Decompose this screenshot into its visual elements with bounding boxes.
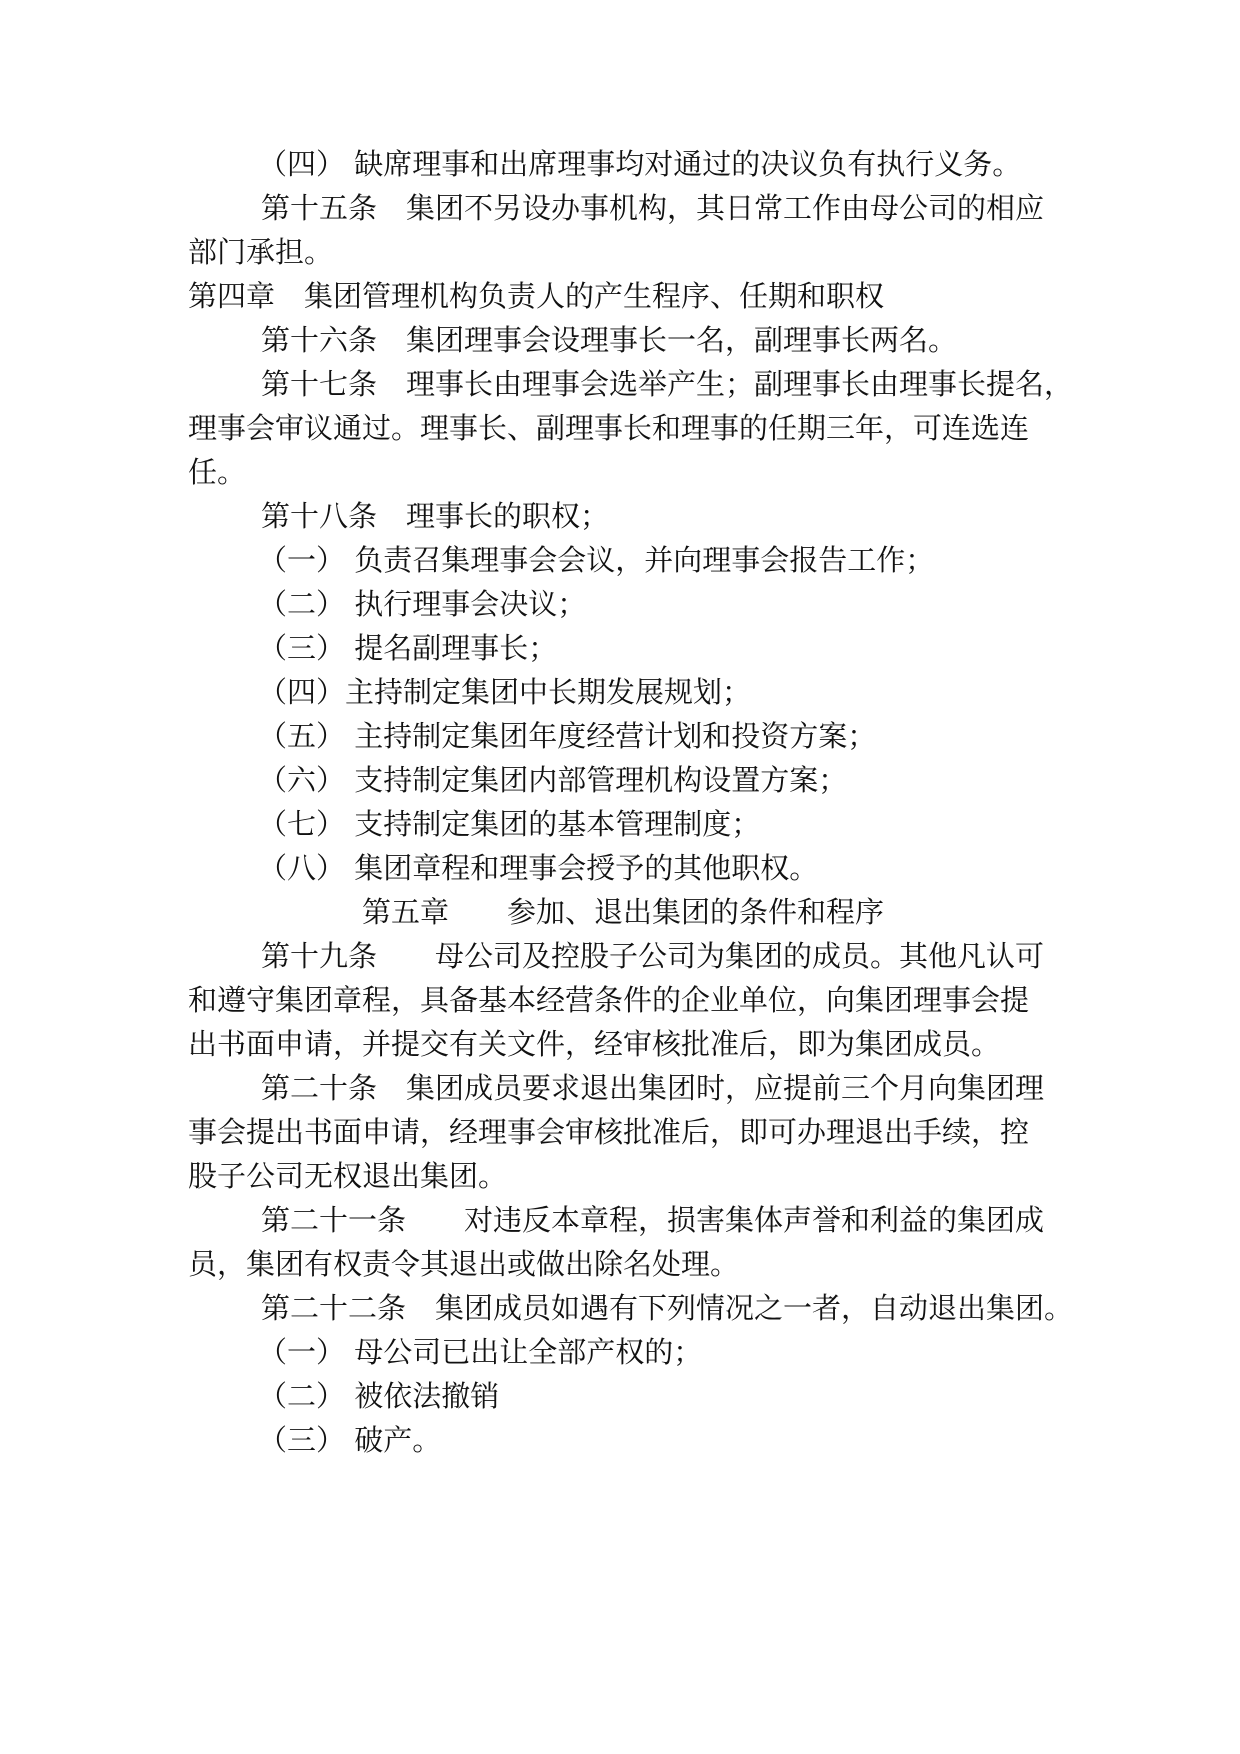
list-item: （一） 母公司已出让全部产权的； bbox=[258, 1335, 703, 1369]
text-line: 第十六条 集团理事会设理事长一名，副理事长两名。 bbox=[261, 323, 958, 357]
list-item: （七） 支持制定集团的基本管理制度； bbox=[258, 807, 761, 841]
text-line: 第十五条 集团不另设办事机构，其日常工作由母公司的相应 bbox=[261, 191, 1045, 225]
text-line: 任。 bbox=[188, 455, 247, 489]
text-line: 员，集团有权责令其退出或做出除名处理。 bbox=[188, 1247, 740, 1281]
list-item: （六） 支持制定集团内部管理机构设置方案； bbox=[258, 763, 848, 797]
text-line: 股子公司无权退出集团。 bbox=[188, 1159, 508, 1193]
list-item: （二） 执行理事会决议； bbox=[258, 587, 587, 621]
list-item: （三） 破产。 bbox=[258, 1423, 442, 1457]
text-line: 第二十条 集团成员要求退出集团时，应提前三个月向集团理 bbox=[261, 1071, 1045, 1105]
list-item: （四）主持制定集团中长期发展规划； bbox=[258, 675, 752, 709]
text-line: 出书面申请，并提交有关文件，经审核批准后，即为集团成员。 bbox=[188, 1027, 1001, 1061]
text-line: 第二十一条 对违反本章程，损害集体声誉和利益的集团成 bbox=[261, 1203, 1045, 1237]
list-item: （三） 提名副理事长； bbox=[258, 631, 558, 665]
text-line: 和遵守集团章程，具备基本经营条件的企业单位，向集团理事会提 bbox=[188, 983, 1030, 1017]
list-item: （八） 集团章程和理事会授予的其他职权。 bbox=[258, 851, 819, 885]
list-item: （一） 负责召集理事会会议，并向理事会报告工作； bbox=[258, 543, 935, 577]
text-line: 部门承担。 bbox=[188, 235, 334, 269]
text-line: （四） 缺席理事和出席理事均对通过的决议负有执行义务。 bbox=[258, 147, 1022, 181]
list-item: （五） 主持制定集团年度经营计划和投资方案； bbox=[258, 719, 877, 753]
chapter-heading: 第四章 集团管理机构负责人的产生程序、任期和职权 bbox=[188, 279, 885, 313]
chapter-heading: 第五章 参加、退出集团的条件和程序 bbox=[362, 895, 885, 929]
text-line: 事会提出书面申请，经理事会审核批准后，即可办理退出手续，控 bbox=[188, 1115, 1030, 1149]
text-line: 第十七条 理事长由理事会选举产生；副理事长由理事长提名， bbox=[261, 367, 1074, 401]
list-item: （二） 被依法撤销 bbox=[258, 1379, 500, 1413]
text-line: 第十八条 理事长的职权； bbox=[261, 499, 610, 533]
text-line: 理事会审议通过。理事长、副理事长和理事的任期三年，可连选连 bbox=[188, 411, 1030, 445]
text-line: 第二十二条 集团成员如遇有下列情况之一者，自动退出集团。 bbox=[261, 1291, 1074, 1325]
text-line: 第十九条 母公司及控股子公司为集团的成员。其他凡认可 bbox=[261, 939, 1045, 973]
